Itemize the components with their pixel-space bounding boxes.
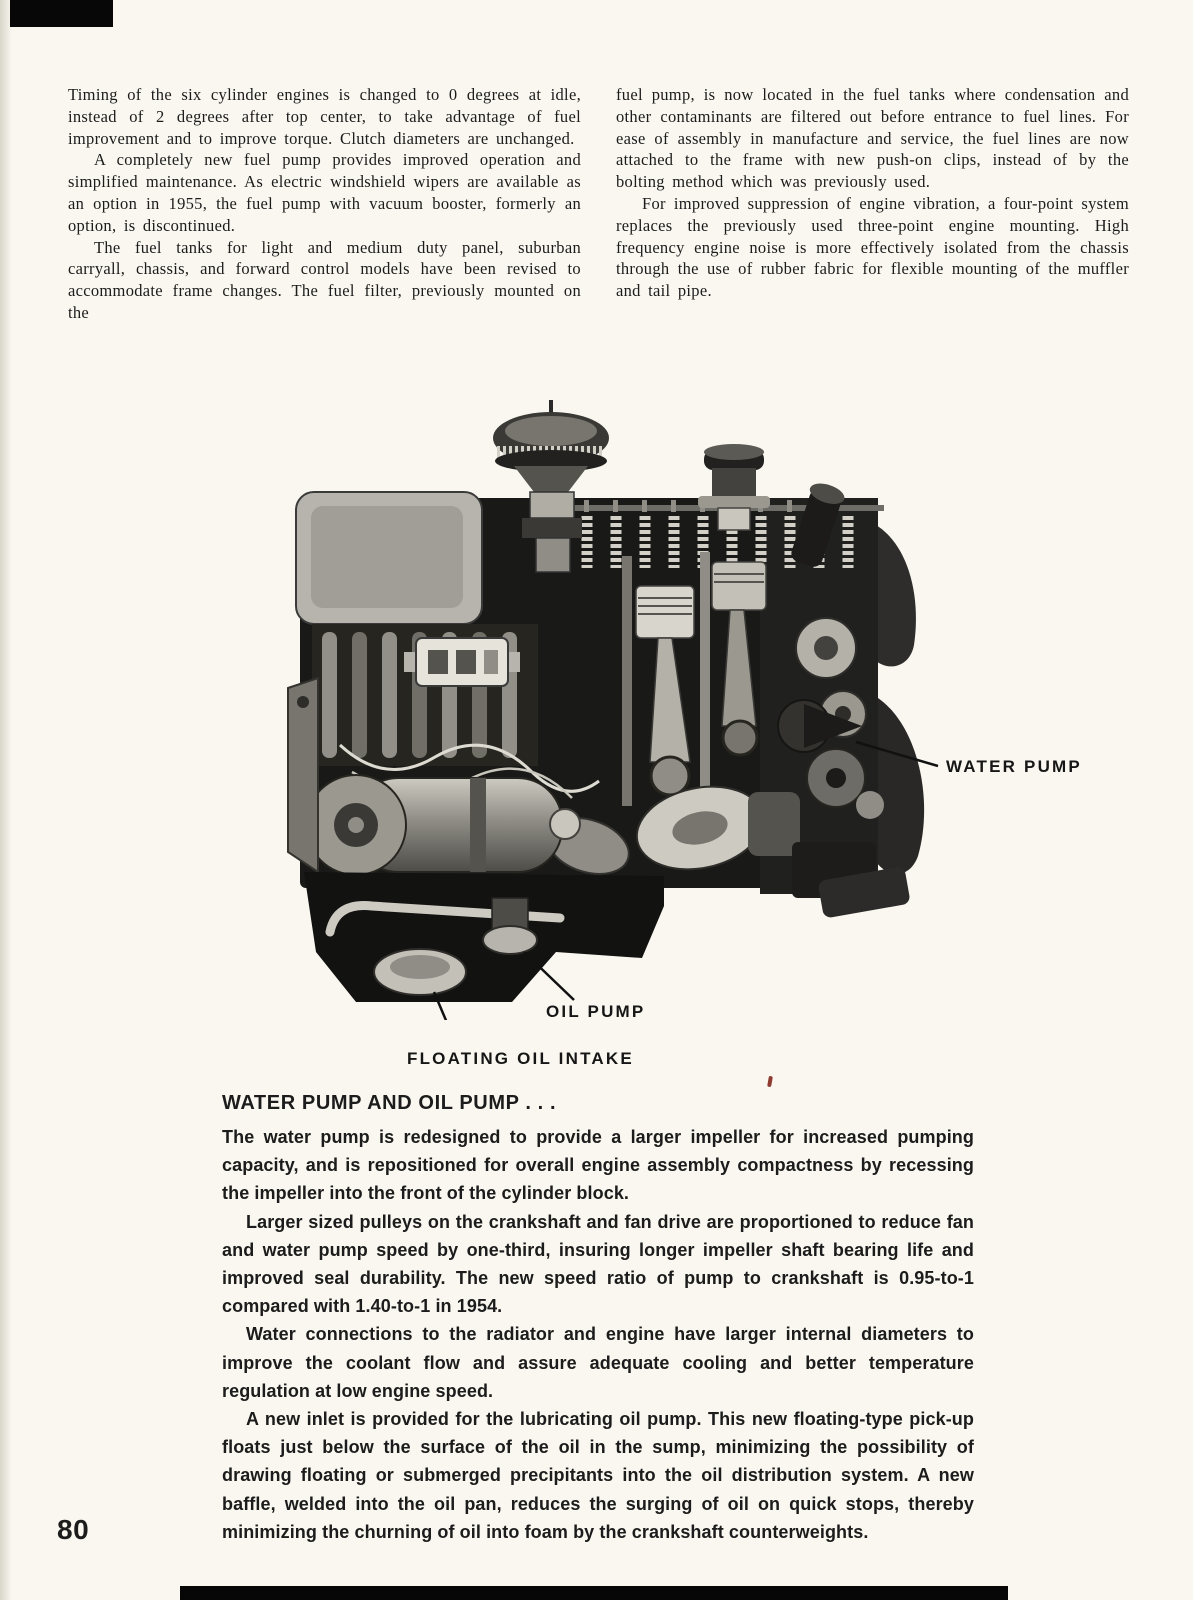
water-pump-section	[222, 1092, 974, 1546]
paragraph: For improved suppression of engine vibration, a four-point system replaces the previously used three-point engine mounting. High frequency engine noise is more effectively isolated from the chassis through the use of rubber fabric for flexible mounting of the muffler and tail pipe.	[616, 193, 1129, 301]
paragraph: The fuel tanks for light and medium duty panel, suburban carryall, chassis, and forward control models have been revised to accommodate frame changes. The fuel filter, previously mounted on the	[68, 237, 581, 322]
section-heading: WATER PUMP AND OIL PUMP . . .	[222, 1092, 557, 1114]
paragraph: The water pump is redesigned to provide a larger impeller for increased pumping capacity, and is repositioned for overall engine assembly compactness by recessing the impeller into the front of the cylinder block.	[222, 1127, 974, 1204]
bottom-black-bar-artifact	[180, 1586, 1008, 1600]
paragraph: Water connections to the radiator and engine have larger internal diameters to improve the coolant flow and assure adequate cooling and better temperature regulation at low engine speed.	[222, 1324, 974, 1401]
engine-cutaway-illustration	[278, 395, 945, 1020]
water-pump-label: WATER PUMP	[946, 757, 1082, 776]
paragraph: fuel pump, is now located in the fuel tanks where condensation and other contaminants are filtered out before entrance to fuel lines. For ease of assembly in manufacture and service, the fuel lines are now attached to the frame with new push-on clips, instead of by the bolting method which was previously used.	[616, 85, 1129, 192]
paragraph: Timing of the six cylinder engines is changed to 0 degrees at idle, instead of 2 degrees after top center, to take advantage of fuel improvement and to improve torque. Clutch diameters are unchanged.	[68, 85, 581, 148]
floating-oil-intake-label: FLOATING OIL INTAKE	[407, 1049, 634, 1068]
paragraph: A completely new fuel pump provides improved operation and simplified maintenance. As electric windshield wipers are available as an option in 1955, the fuel pump with vacuum booster, formerly an option, is discontinued.	[68, 150, 581, 235]
paragraph: A new inlet is provided for the lubricating oil pump. This new floating-type pick-up floats just below the surface of the oil in the sump, minimizing the possibility of drawing floating or submerged precipitants into the oil distribution system. A new baffle, welded into the oil pan, reduces the surging of oil on quick stops, thereby minimizing the churning of oil into foam by the crankshaft counterweights.	[222, 1409, 974, 1542]
oil-pump-label: OIL PUMP	[546, 1002, 646, 1021]
page-number: 80	[57, 1514, 90, 1545]
paragraph: Larger sized pulleys on the crankshaft and fan drive are proportioned to reduce fan and water pump speed by one-third, insuring longer impeller shaft bearing life and improved seal durability. The new speed ratio of pump to crankshaft is 0.95-to-1 compared with 1.40-to-1 in 1954.	[222, 1211, 974, 1317]
